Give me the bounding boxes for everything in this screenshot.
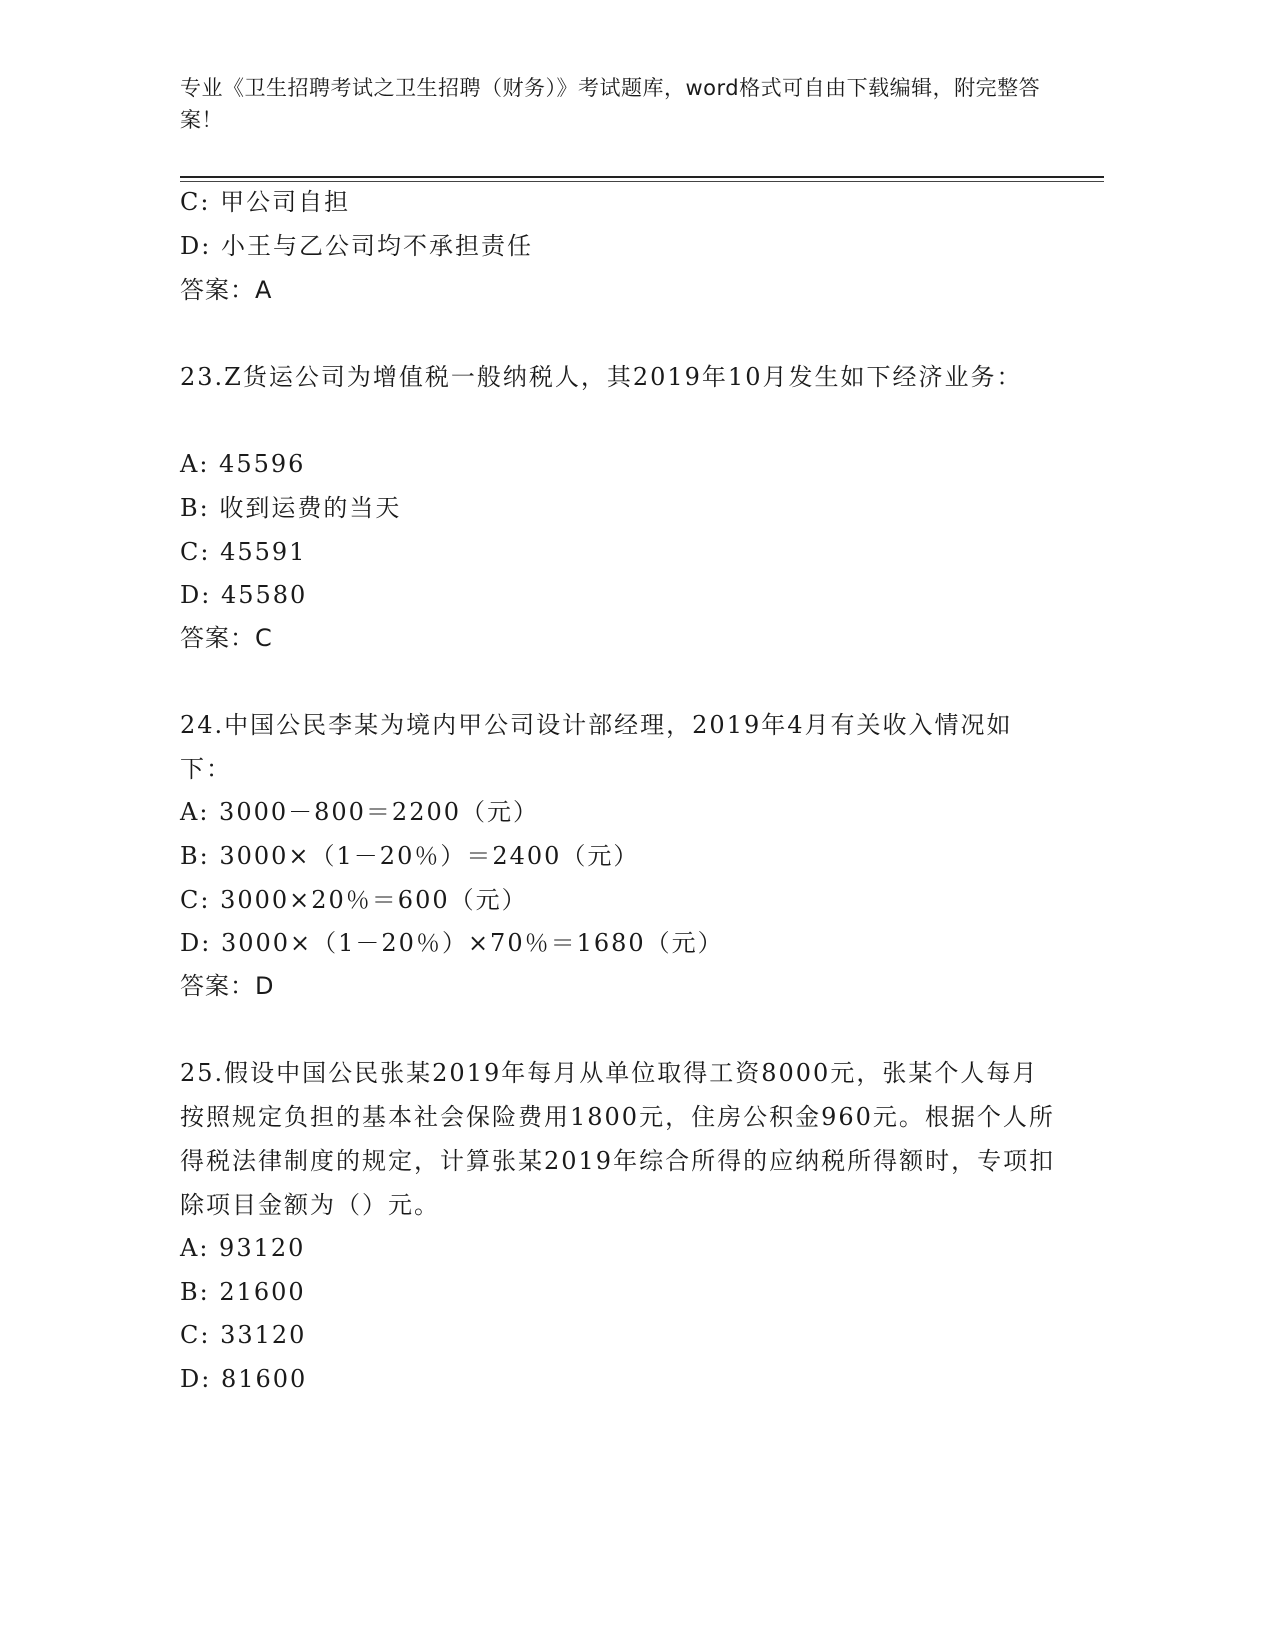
q24-answer: 答案：D xyxy=(180,972,275,1000)
q23-option-d: D: 45580 xyxy=(180,581,308,609)
q23-stem: 23.Z货运公司为增值税一般纳税人，其2019年10月发生如下经济业务： xyxy=(180,363,1023,391)
document-header: 专业《卫生招聘考试之卫生招聘（财务）》考试题库，word格式可自由下载编辑，附完整答案！ xyxy=(180,76,1041,132)
q22-option-d: D: 小王与乙公司均不承担责任 xyxy=(180,232,533,260)
q23-answer: 答案：C xyxy=(180,624,273,652)
q24-option-c: C: 3000×20％＝600（元） xyxy=(180,886,528,914)
header-divider-thick xyxy=(180,176,1104,178)
q22-answer: 答案：A xyxy=(180,276,273,304)
q24-option-a: A: 3000－800＝2200（元） xyxy=(180,798,540,826)
q24-option-d: D: 3000×（1－20％）×70％＝1680（元） xyxy=(180,929,724,957)
header-divider-thin xyxy=(180,181,1104,182)
q24-option-b: B: 3000×（1－20％）＝2400（元） xyxy=(180,842,640,870)
q22-option-c: C: 甲公司自担 xyxy=(180,188,351,216)
q24-stem: 24.中国公民李某为境内甲公司设计部经理，2019年4月有关收入情况如下： xyxy=(180,711,1013,783)
q25-option-d: D: 81600 xyxy=(180,1365,308,1393)
q25-option-b: B: 21600 xyxy=(180,1278,306,1306)
q25-option-c: C: 33120 xyxy=(180,1321,307,1349)
q23-option-b: B: 收到运费的当天 xyxy=(180,494,402,522)
q23-option-a: A: 45596 xyxy=(180,450,306,478)
q23-option-c: C: 45591 xyxy=(180,538,307,566)
q25-option-a: A: 93120 xyxy=(180,1234,306,1262)
q25-stem: 25.假设中国公民张某2019年每月从单位取得工资8000元，张某个人每月按照规定负担的基本社会保险费用1800元，住房公积金960元。根据个人所得税法律制度的规定，计算张某2019年综合所得的应纳税所得额时，专项扣除项目金额为（）元。 xyxy=(180,1059,1056,1219)
